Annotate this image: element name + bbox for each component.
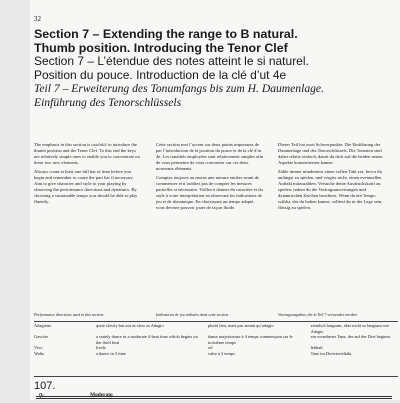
english-column [34,142,142,208]
bass-clef-icon: 𝄢 [38,392,44,402]
section-title [34,27,390,109]
directions-caption-english: Performance directions used in this section: [34,312,105,317]
french-definition-cell: valse à 3 temps [207,350,235,356]
french-definition-cell: vif [207,345,213,351]
directions-caption-german: Vortragsangaben, die in Teil 7 verwendet werden: [278,312,358,317]
exercise-number: 107. [34,380,56,392]
term-row [32,323,394,334]
music-staff [36,396,392,400]
french-definition-cell: plutôt lent, mais pas autant qu’adagio [207,323,274,328]
french-column [156,142,264,214]
term-cell: Waltz [34,350,45,356]
german-paragraph-2: Zähle immer mindestens einen vollen Takt vor, bevor du anfängst zu spielen, und vergiss nicht, einen eventuellen Auftakt mitzuzählen. Versuche deine Ausdruckskraft zu spielen, indem du die Vortragsanweisungen und dynamischen Zeichen beachtest. Wenn du ein Tempo wählst, das du halten kannst, solltest du in der Lage sein, flüssig zu spielen. [278,169,383,210]
tempo-marking: Moderato [90,392,113,398]
french-paragraph-1: Cette section met l’accent sur deux points importants de par l’introduction de la position du pouce et de la clé d’ut 4e. Les tonalités employées sont relativement simples afin de vous permettre de vous concentrer sur ces deux nouveaux éléments. [156,142,264,171]
term-cell: Gavotte [34,334,48,340]
performance-directions-table [32,323,394,357]
table-top-rule [34,321,398,322]
directions-caption-french: Indications de jeu utilisées dans cette section : [156,312,231,317]
english-definition-cell: lively [96,345,106,351]
table-bottom-rule [34,376,398,377]
english-paragraph-2: Always count at least one full bar of time before you begin and remember to count the part bar if necessary. Aim to give character and style to your playing by observing the performance directions and dynamics. By choosing a sustainable tempo you should be able to play fluently. [34,169,138,204]
german-definition-cell: ziemlich langsam, aber nicht so langsam wie Adagio [310,323,390,334]
text-columns [34,142,398,310]
german-definition-cell: ein vornehmer Tanz, der auf der Drei beginnt [310,334,390,340]
term-cell: Adagietto [34,323,52,328]
german-definition-cell: lebhaft [310,345,323,351]
german-definition-cell: Tanz im Dreivierteltakt [310,350,352,356]
german-column [278,142,386,214]
term-row [32,334,394,345]
term-cell: Vivo [34,345,43,351]
title-english-line1: Section 7 – Extending the range to B natural. [34,27,298,41]
english-definition-cell: a stately dance in a moderate 4-beat time which begins on the third beat [96,334,198,345]
book-page [30,0,400,400]
french-paragraph-2: Comptez toujours au moins une mesure entière avant de commencer et n’oubliez pas de compter les mesures partielles si nécessaire. Veillez à donner du caractère et du style à votre interprétation en observant les indications de jeu et de dynamique. En choisissant un tempo adapté, vous devriez pouvoir jouer de façon fluide. [156,175,263,210]
title-english-line2: Thumb position. Introducing the Tenor Clef [34,41,288,55]
german-paragraph-1: Dieser Teil hat zwei Schwerpunkte: Die Einführung der Daumenlage und des Tenorschlüssels. Die Tonarten sind daher relativ einfach, damit du dich auf die beiden neuen Aspekte konzentrieren kannst. [278,142,383,165]
term-row [32,351,394,357]
french-definition-cell: danse majestueuse à 4 temps commençant sur le troisième temps [207,334,293,345]
title-german-line1: Teil 7 – Erweiterung des Tonumfangs bis zum H. Daumenlage. [34,82,324,96]
title-french-line1: Section 7 – L’étendue des notes atteint le si naturel. [34,54,309,68]
title-french-line2: Position du pouce. Introduction de la clé d’ut 4e [34,67,287,82]
title-german-line2: Einführung des Tenorschlüssels [34,95,182,109]
english-paragraph-1: The emphasis in this section is twofold: to introduce the thumb position and the Tenor Clef. To this end the keys are relatively simple ones to enable you to concentrate on these two new elements. [34,142,140,165]
page-number: 32 [34,15,41,23]
english-definition-cell: quite slowly but not as slow as Adagio [96,323,164,328]
english-definition-cell: a dance in 3 time [96,350,126,356]
